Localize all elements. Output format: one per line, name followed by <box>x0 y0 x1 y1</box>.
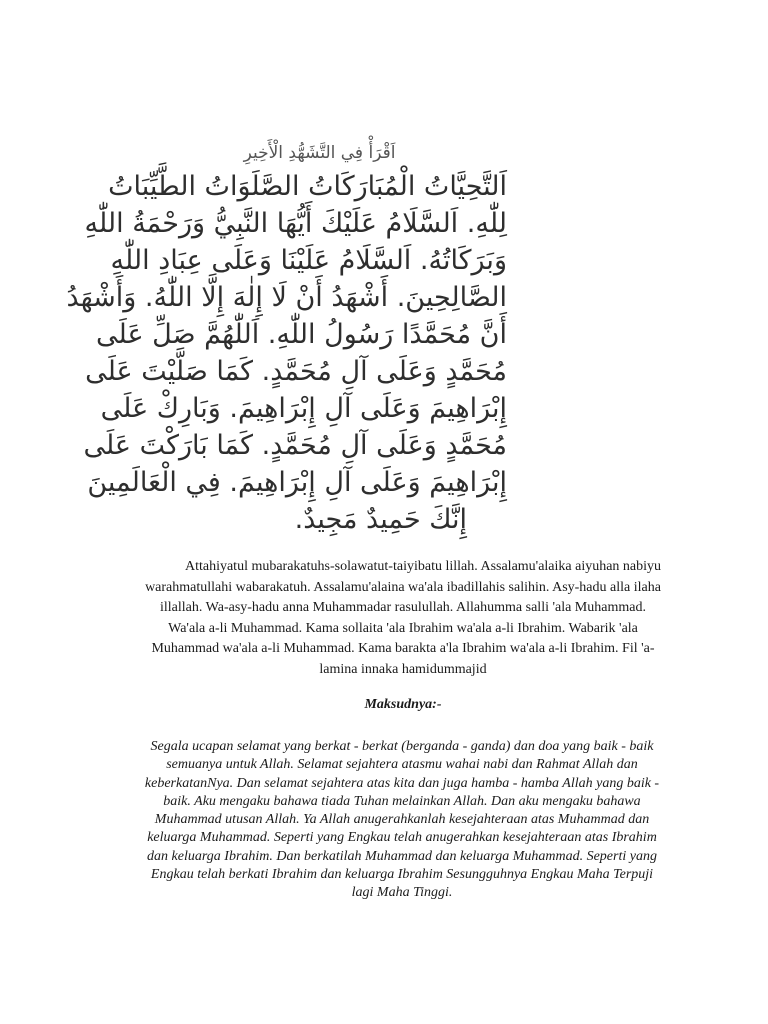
meaning-heading: Maksudnya:- <box>364 697 442 712</box>
arabic-line: أَنَّ مُحَمَّدًا رَسُولُ اللّٰهِ. اَللّٰهُمَّ صَلِّ عَلَى <box>96 319 507 350</box>
arabic-line: اَلتَّحِيَّاتُ الْمُبَارَكَاتُ الصَّلَوَاتُ الطَّيِّبَاتُ <box>108 171 507 202</box>
arabic-line: مُحَمَّدٍ وَعَلَى آلِ مُحَمَّدٍ. كَمَا صَلَّيْتَ عَلَى <box>85 356 507 387</box>
arabic-line: إِنَّكَ حَمِيدٌ مَجِيدٌ. <box>294 504 467 535</box>
arabic-line: لِلّٰهِ. اَلسَّلَامُ عَلَيْكَ أَيُّهَا النَّبِيُّ وَرَحْمَةُ اللّٰهِ <box>84 208 507 239</box>
arabic-line: إِبْرَاهِيمَ وَعَلَى آلِ إِبْرَاهِيمَ. وَبَارِكْ عَلَى <box>100 393 507 424</box>
arabic-line: إِبْرَاهِيمَ وَعَلَى آلِ إِبْرَاهِيمَ. فِي الْعَالَمِينَ <box>87 467 507 498</box>
arabic-text-image <box>66 140 507 540</box>
transliteration-paragraph <box>144 557 662 680</box>
arabic-header: اَقْرَأْ فِي التَّشَهُّدِ الْأَخِيرِ <box>243 143 396 163</box>
transliteration-text: Attahiyatul mubarakatuhs-solawatut-taiyibatu lillah. Assalamu'alaika aiyuhan nabiyu warahmatullahi wabarakatuh. Assalamu'alaina wa'ala ibadillahis salihin. Asy-hadu alla ilaha illallah. Wa-asy-hadu anna Muhammadar rasulullah. Allahumma salli 'ala Muhammad. Wa'ala a-li Muhammad. Kama sollaita 'ala Ibrahim wa'ala a-li Ibrahim. Wabarik 'ala Muhammad wa'ala a-li Muhammad. Kama barakta a'la Ibrahim wa'ala a-li Ibrahim. Fil 'a-lamina innaka hamidummajid <box>145 559 662 677</box>
arabic-line: وَبَرَكَاتُهُ. اَلسَّلَامُ عَلَيْنَا وَعَلَى عِبَادِ اللّٰهِ <box>110 245 507 276</box>
meaning-paragraph: Segala ucapan selamat yang berkat - berkat (berganda - ganda) dan doa yang baik - baik semuanya untuk Allah. Selamat sejahtera atasmu wahai nabi dan Rahmat Allah dan keberkatanNya. Dan selamat sejahtera atas kita dan juga hamba - hamba Allah yang baik - baik. Aku mengaku bahawa tiada Tuhan melainkan Allah. Dan aku mengaku bahawa Muhammad utusan Allah. Ya Allah anugerahkanlah kesejahteraan atas Muhammad dan keluarga Muhammad. Seperti yang Engkau telah anugerahkan kesejahteraan atas Ibrahim dan keluarga Ibrahim. Dan berkatilah Muhammad dan keluarga Muhammad. Seperti yang Engkau telah berkati Ibrahim dan keluarga Ibrahim Sesungguhnya Engkau Maha Terpuji lagi Maha Tinggi. <box>144 739 660 901</box>
arabic-line: مُحَمَّدٍ وَعَلَى آلِ مُحَمَّدٍ. كَمَا بَارَكْتَ عَلَى <box>83 430 507 461</box>
arabic-line: الصَّالِحِينَ. أَشْهَدُ أَنْ لَا إِلٰهَ إِلَّا اللّٰهُ. وَأَشْهَدُ <box>66 282 507 313</box>
